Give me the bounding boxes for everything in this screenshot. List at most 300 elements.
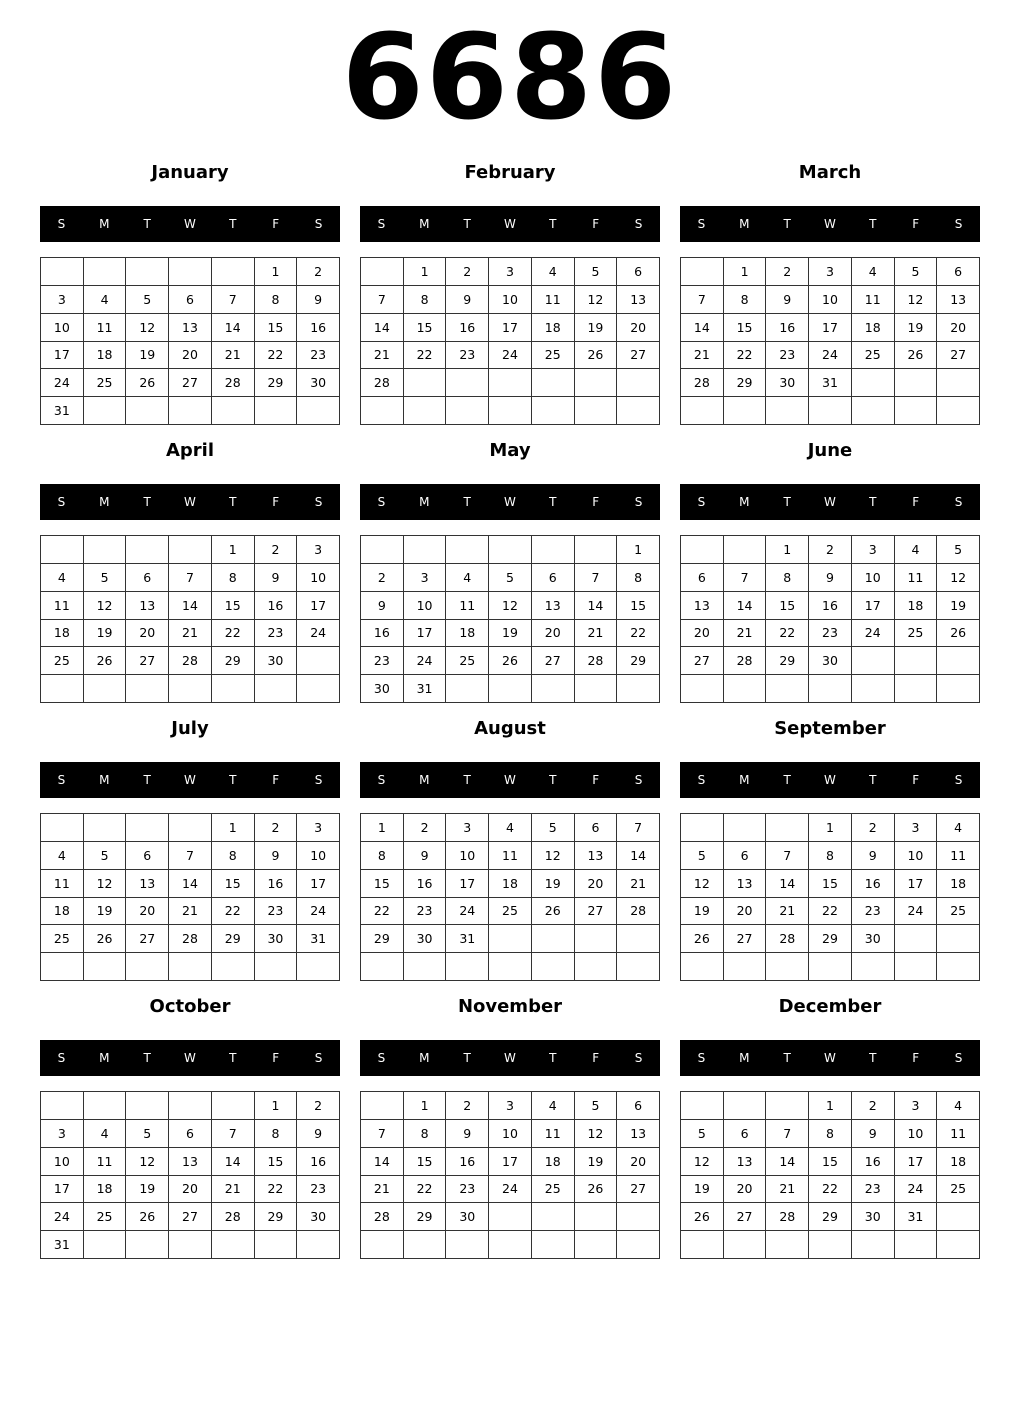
empty-day-cell <box>212 953 255 981</box>
day-cell: 30 <box>404 925 447 953</box>
day-cell: 18 <box>937 870 980 898</box>
day-cell: 26 <box>681 925 724 953</box>
empty-day-cell <box>404 369 447 397</box>
day-cell: 27 <box>126 647 169 675</box>
day-cell: 20 <box>681 620 724 648</box>
weekday-label: T <box>549 217 557 231</box>
empty-day-cell <box>84 1092 127 1120</box>
weekday-label: S <box>697 773 706 787</box>
day-cell: 18 <box>489 870 532 898</box>
day-cell: 26 <box>126 369 169 397</box>
day-cell: 22 <box>404 342 447 370</box>
day-cell: 19 <box>575 314 618 342</box>
day-cell: 15 <box>212 592 255 620</box>
day-cell: 1 <box>404 1092 447 1120</box>
empty-day-cell <box>489 953 532 981</box>
day-cell: 21 <box>766 898 809 926</box>
empty-day-cell <box>724 675 767 703</box>
day-cell: 1 <box>617 536 660 564</box>
day-cell: 14 <box>575 592 618 620</box>
day-cell: 27 <box>937 342 980 370</box>
day-cell: 14 <box>617 842 660 870</box>
day-cell: 15 <box>212 870 255 898</box>
day-cell: 4 <box>84 1120 127 1148</box>
empty-day-cell <box>852 397 895 425</box>
day-cell: 28 <box>361 1203 404 1231</box>
day-cell: 2 <box>255 814 298 842</box>
day-cell: 8 <box>404 1120 447 1148</box>
day-cell: 2 <box>297 1092 340 1120</box>
day-cell: 27 <box>169 369 212 397</box>
empty-day-cell <box>575 536 618 564</box>
day-cell: 7 <box>212 286 255 314</box>
day-cell: 26 <box>84 647 127 675</box>
month-name: September <box>774 718 886 739</box>
day-cell: 8 <box>617 564 660 592</box>
day-cell: 18 <box>446 620 489 648</box>
weekday-label: S <box>57 1051 66 1065</box>
empty-day-cell <box>766 1231 809 1259</box>
empty-day-cell <box>617 953 660 981</box>
day-cell: 24 <box>809 342 852 370</box>
day-cell: 15 <box>255 314 298 342</box>
day-cell: 28 <box>724 647 767 675</box>
day-cell: 7 <box>575 564 618 592</box>
day-cell: 7 <box>361 286 404 314</box>
days-grid <box>360 257 660 425</box>
day-cell: 28 <box>212 1203 255 1231</box>
day-cell: 6 <box>169 1120 212 1148</box>
day-cell: 25 <box>895 620 938 648</box>
day-cell: 11 <box>937 1120 980 1148</box>
day-cell: 20 <box>126 898 169 926</box>
day-cell: 7 <box>617 814 660 842</box>
day-cell: 3 <box>809 258 852 286</box>
empty-day-cell <box>446 953 489 981</box>
weekday-label: W <box>184 495 196 509</box>
empty-day-cell <box>84 397 127 425</box>
weekday-label: F <box>912 1051 920 1065</box>
empty-day-cell <box>255 953 298 981</box>
day-cell: 14 <box>169 592 212 620</box>
empty-day-cell <box>84 814 127 842</box>
empty-day-cell <box>575 397 618 425</box>
month-march <box>680 162 980 440</box>
empty-day-cell <box>852 1231 895 1259</box>
empty-day-cell <box>212 258 255 286</box>
day-cell: 13 <box>617 1120 660 1148</box>
day-cell: 10 <box>41 314 84 342</box>
empty-day-cell <box>489 397 532 425</box>
day-cell: 17 <box>404 620 447 648</box>
empty-day-cell <box>895 925 938 953</box>
day-cell: 4 <box>41 842 84 870</box>
weekday-label: M <box>99 1051 110 1065</box>
day-cell: 15 <box>724 314 767 342</box>
day-cell: 30 <box>766 369 809 397</box>
day-cell: 5 <box>84 842 127 870</box>
weekday-label: T <box>783 495 791 509</box>
day-cell: 12 <box>84 870 127 898</box>
day-cell: 9 <box>766 286 809 314</box>
day-cell: 25 <box>489 898 532 926</box>
day-cell: 16 <box>297 1148 340 1176</box>
empty-day-cell <box>532 925 575 953</box>
empty-day-cell <box>937 397 980 425</box>
day-cell: 24 <box>297 898 340 926</box>
empty-day-cell <box>937 1231 980 1259</box>
empty-day-cell <box>297 675 340 703</box>
day-cell: 12 <box>575 286 618 314</box>
day-cell: 27 <box>532 647 575 675</box>
day-cell: 19 <box>84 898 127 926</box>
day-cell: 24 <box>895 898 938 926</box>
day-cell: 2 <box>446 1092 489 1120</box>
empty-day-cell <box>489 1231 532 1259</box>
weekday-label: T <box>143 1051 151 1065</box>
month-name: August <box>474 718 546 739</box>
day-cell: 15 <box>404 314 447 342</box>
weekday-label: T <box>463 217 471 231</box>
weekday-header <box>40 762 340 798</box>
day-cell: 8 <box>724 286 767 314</box>
empty-day-cell <box>617 925 660 953</box>
day-cell: 16 <box>852 1148 895 1176</box>
empty-day-cell <box>297 397 340 425</box>
day-cell: 4 <box>489 814 532 842</box>
day-cell: 30 <box>361 675 404 703</box>
day-cell: 4 <box>937 814 980 842</box>
day-cell: 19 <box>126 1176 169 1204</box>
day-cell: 9 <box>255 842 298 870</box>
day-cell: 14 <box>766 1148 809 1176</box>
day-cell: 31 <box>404 675 447 703</box>
day-cell: 11 <box>41 870 84 898</box>
day-cell: 2 <box>809 536 852 564</box>
day-cell: 17 <box>895 870 938 898</box>
empty-day-cell <box>617 397 660 425</box>
day-cell: 27 <box>681 647 724 675</box>
day-cell: 8 <box>809 1120 852 1148</box>
day-cell: 30 <box>852 925 895 953</box>
day-cell: 16 <box>852 870 895 898</box>
empty-day-cell <box>361 258 404 286</box>
day-cell: 23 <box>297 1176 340 1204</box>
empty-day-cell <box>126 814 169 842</box>
day-cell: 13 <box>532 592 575 620</box>
empty-day-cell <box>895 369 938 397</box>
empty-day-cell <box>361 536 404 564</box>
day-cell: 31 <box>41 1231 84 1259</box>
weekday-label: T <box>869 495 877 509</box>
day-cell: 26 <box>575 1176 618 1204</box>
empty-day-cell <box>937 369 980 397</box>
empty-day-cell <box>361 953 404 981</box>
day-cell: 17 <box>489 314 532 342</box>
weekday-label: S <box>57 773 66 787</box>
day-cell: 6 <box>126 564 169 592</box>
day-cell: 21 <box>212 342 255 370</box>
empty-day-cell <box>361 397 404 425</box>
weekday-label: T <box>869 217 877 231</box>
day-cell: 8 <box>809 842 852 870</box>
empty-day-cell <box>361 1231 404 1259</box>
day-cell: 1 <box>404 258 447 286</box>
day-cell: 25 <box>84 369 127 397</box>
day-cell: 21 <box>766 1176 809 1204</box>
empty-day-cell <box>724 397 767 425</box>
empty-day-cell <box>809 953 852 981</box>
day-cell: 22 <box>361 898 404 926</box>
day-cell: 11 <box>84 314 127 342</box>
empty-day-cell <box>169 675 212 703</box>
day-cell: 3 <box>297 536 340 564</box>
year-title: 6686 <box>341 8 679 146</box>
empty-day-cell <box>895 1231 938 1259</box>
empty-day-cell <box>169 953 212 981</box>
weekday-label: F <box>912 217 920 231</box>
days-grid <box>680 535 980 703</box>
day-cell: 8 <box>361 842 404 870</box>
weekday-label: S <box>57 495 66 509</box>
day-cell: 10 <box>489 286 532 314</box>
day-cell: 17 <box>489 1148 532 1176</box>
day-cell: 29 <box>361 925 404 953</box>
day-cell: 23 <box>852 898 895 926</box>
weekday-label: S <box>697 217 706 231</box>
day-cell: 6 <box>724 1120 767 1148</box>
day-cell: 22 <box>724 342 767 370</box>
day-cell: 9 <box>446 286 489 314</box>
day-cell: 7 <box>724 564 767 592</box>
weekday-label: W <box>824 1051 836 1065</box>
empty-day-cell <box>126 1092 169 1120</box>
day-cell: 21 <box>617 870 660 898</box>
empty-day-cell <box>681 536 724 564</box>
day-cell: 18 <box>852 314 895 342</box>
weekday-label: S <box>954 773 963 787</box>
month-name: October <box>149 996 231 1017</box>
day-cell: 20 <box>169 1176 212 1204</box>
empty-day-cell <box>84 258 127 286</box>
day-cell: 12 <box>489 592 532 620</box>
day-cell: 8 <box>255 1120 298 1148</box>
day-cell: 28 <box>617 898 660 926</box>
day-cell: 16 <box>297 314 340 342</box>
day-cell: 28 <box>169 647 212 675</box>
weekday-label: T <box>143 217 151 231</box>
day-cell: 14 <box>361 314 404 342</box>
days-grid <box>360 535 660 703</box>
weekday-label: W <box>184 217 196 231</box>
weekday-header <box>680 484 980 520</box>
weekday-header <box>680 762 980 798</box>
empty-day-cell <box>126 536 169 564</box>
day-cell: 3 <box>41 1120 84 1148</box>
empty-day-cell <box>895 953 938 981</box>
day-cell: 20 <box>532 620 575 648</box>
day-cell: 23 <box>361 647 404 675</box>
empty-day-cell <box>532 397 575 425</box>
day-cell: 25 <box>446 647 489 675</box>
empty-day-cell <box>212 1092 255 1120</box>
empty-day-cell <box>404 953 447 981</box>
weekday-label: T <box>463 495 471 509</box>
empty-day-cell <box>404 397 447 425</box>
day-cell: 23 <box>297 342 340 370</box>
day-cell: 17 <box>809 314 852 342</box>
day-cell: 11 <box>532 286 575 314</box>
day-cell: 3 <box>489 258 532 286</box>
day-cell: 8 <box>255 286 298 314</box>
day-cell: 21 <box>575 620 618 648</box>
day-cell: 18 <box>41 898 84 926</box>
day-cell: 17 <box>297 870 340 898</box>
weekday-header <box>360 484 660 520</box>
day-cell: 29 <box>766 647 809 675</box>
day-cell: 30 <box>255 925 298 953</box>
weekday-label: M <box>419 217 430 231</box>
day-cell: 17 <box>895 1148 938 1176</box>
month-name: July <box>171 718 209 739</box>
day-cell: 24 <box>41 369 84 397</box>
day-cell: 9 <box>297 286 340 314</box>
day-cell: 26 <box>489 647 532 675</box>
day-cell: 5 <box>489 564 532 592</box>
weekday-label: S <box>377 1051 386 1065</box>
day-cell: 28 <box>575 647 618 675</box>
weekday-header <box>360 762 660 798</box>
weekday-label: F <box>592 773 600 787</box>
day-cell: 28 <box>681 369 724 397</box>
day-cell: 13 <box>126 592 169 620</box>
day-cell: 21 <box>724 620 767 648</box>
weekday-label: S <box>954 1051 963 1065</box>
empty-day-cell <box>532 1231 575 1259</box>
weekday-label: T <box>229 217 237 231</box>
day-cell: 21 <box>169 620 212 648</box>
day-cell: 10 <box>446 842 489 870</box>
day-cell: 1 <box>212 536 255 564</box>
day-cell: 5 <box>126 1120 169 1148</box>
empty-day-cell <box>41 953 84 981</box>
day-cell: 6 <box>617 1092 660 1120</box>
day-cell: 15 <box>809 1148 852 1176</box>
empty-day-cell <box>169 536 212 564</box>
day-cell: 29 <box>255 1203 298 1231</box>
day-cell: 13 <box>169 1148 212 1176</box>
day-cell: 11 <box>532 1120 575 1148</box>
day-cell: 4 <box>937 1092 980 1120</box>
empty-day-cell <box>681 814 724 842</box>
day-cell: 12 <box>84 592 127 620</box>
day-cell: 24 <box>489 1176 532 1204</box>
day-cell: 16 <box>361 620 404 648</box>
month-may <box>360 440 660 718</box>
day-cell: 11 <box>852 286 895 314</box>
day-cell: 3 <box>446 814 489 842</box>
day-cell: 30 <box>809 647 852 675</box>
day-cell: 12 <box>937 564 980 592</box>
day-cell: 13 <box>724 1148 767 1176</box>
day-cell: 22 <box>255 1176 298 1204</box>
day-cell: 15 <box>766 592 809 620</box>
day-cell: 1 <box>809 1092 852 1120</box>
day-cell: 7 <box>766 1120 809 1148</box>
day-cell: 24 <box>404 647 447 675</box>
weekday-label: M <box>419 773 430 787</box>
empty-day-cell <box>41 675 84 703</box>
day-cell: 1 <box>724 258 767 286</box>
day-cell: 22 <box>212 898 255 926</box>
day-cell: 29 <box>212 925 255 953</box>
day-cell: 26 <box>532 898 575 926</box>
weekday-label: S <box>377 773 386 787</box>
day-cell: 25 <box>937 898 980 926</box>
empty-day-cell <box>895 397 938 425</box>
empty-day-cell <box>895 647 938 675</box>
empty-day-cell <box>681 1092 724 1120</box>
day-cell: 12 <box>126 314 169 342</box>
day-cell: 1 <box>361 814 404 842</box>
weekday-label: F <box>272 1051 280 1065</box>
day-cell: 6 <box>532 564 575 592</box>
day-cell: 14 <box>681 314 724 342</box>
weekday-label: T <box>549 773 557 787</box>
weekday-label: M <box>739 1051 750 1065</box>
weekday-label: F <box>272 495 280 509</box>
day-cell: 31 <box>297 925 340 953</box>
day-cell: 20 <box>724 898 767 926</box>
empty-day-cell <box>126 397 169 425</box>
day-cell: 24 <box>41 1203 84 1231</box>
day-cell: 4 <box>446 564 489 592</box>
day-cell: 31 <box>41 397 84 425</box>
empty-day-cell <box>212 1231 255 1259</box>
day-cell: 1 <box>255 1092 298 1120</box>
day-cell: 10 <box>41 1148 84 1176</box>
day-cell: 26 <box>575 342 618 370</box>
empty-day-cell <box>895 675 938 703</box>
weekday-label: T <box>143 495 151 509</box>
empty-day-cell <box>446 369 489 397</box>
weekday-label: S <box>634 495 643 509</box>
day-cell: 18 <box>532 314 575 342</box>
day-cell: 6 <box>617 258 660 286</box>
days-grid <box>360 1091 660 1259</box>
empty-day-cell <box>532 675 575 703</box>
day-cell: 7 <box>169 842 212 870</box>
day-cell: 9 <box>297 1120 340 1148</box>
month-name: January <box>151 162 229 183</box>
day-cell: 25 <box>852 342 895 370</box>
day-cell: 21 <box>681 342 724 370</box>
day-cell: 6 <box>126 842 169 870</box>
day-cell: 2 <box>297 258 340 286</box>
weekday-label: T <box>869 1051 877 1065</box>
empty-day-cell <box>532 1203 575 1231</box>
day-cell: 3 <box>895 1092 938 1120</box>
month-name: February <box>464 162 556 183</box>
day-cell: 13 <box>681 592 724 620</box>
day-cell: 21 <box>361 1176 404 1204</box>
day-cell: 5 <box>84 564 127 592</box>
empty-day-cell <box>446 1231 489 1259</box>
month-november <box>360 996 660 1274</box>
day-cell: 30 <box>255 647 298 675</box>
day-cell: 18 <box>84 1176 127 1204</box>
day-cell: 11 <box>84 1148 127 1176</box>
